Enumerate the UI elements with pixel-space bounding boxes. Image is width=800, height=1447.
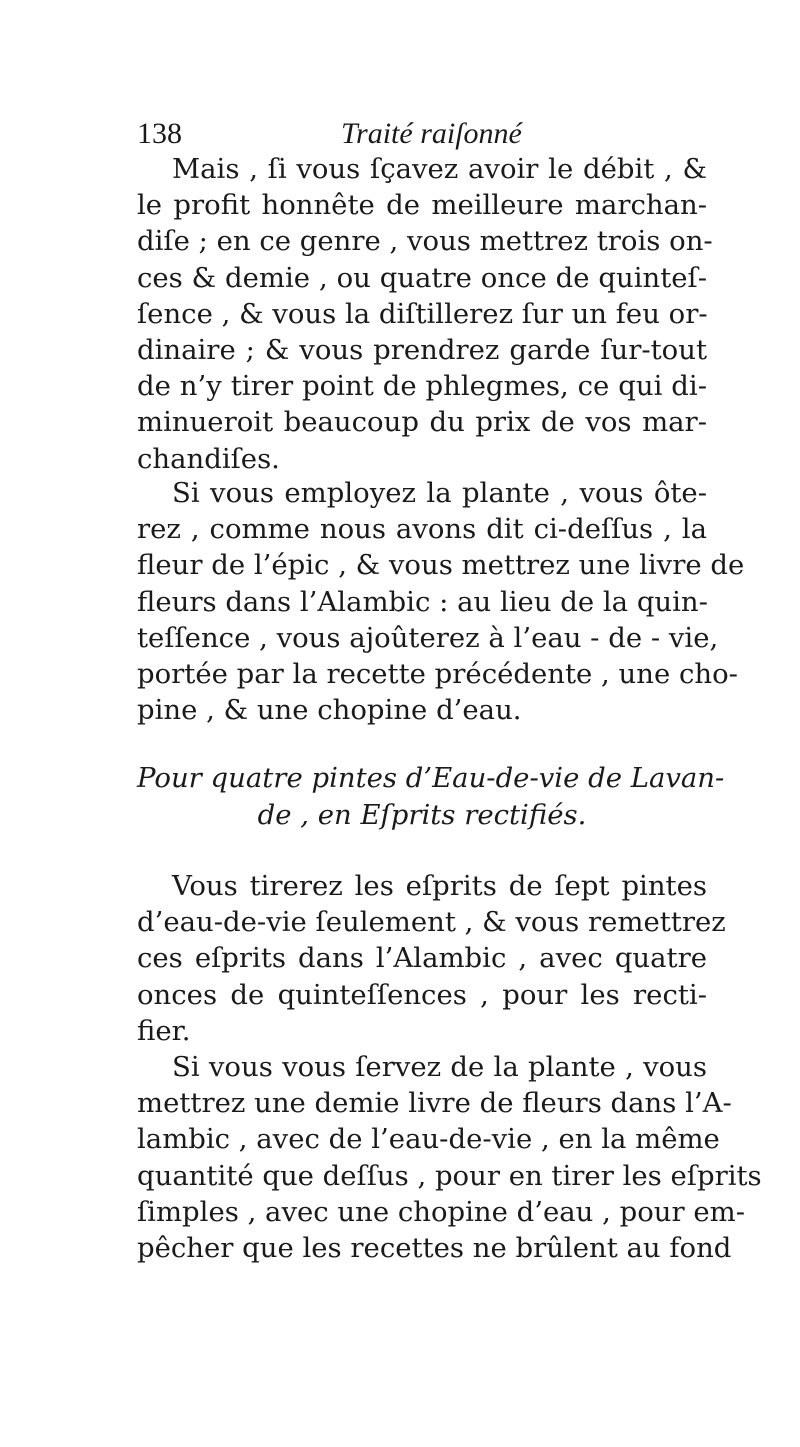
text-line: Vous tirerez les eſprits de ſept pintes — [172, 870, 707, 902]
paragraph-3 — [137, 868, 726, 1049]
paragraph-1 — [137, 151, 713, 477]
text-line: onces de quinteſſences , pour les recti- — [137, 978, 707, 1011]
text-line: pine , & une chopine d’eau. — [137, 694, 522, 727]
text-line: mettrez une demie livre de fleurs dans l’A- — [137, 1087, 732, 1120]
text-line: Si vous employez la plante , vous ôte- — [172, 477, 707, 509]
paragraph-2 — [137, 475, 745, 728]
text-line: Si vous vous ſervez de la plante , vous — [172, 1051, 707, 1083]
text-line: minueroit beaucoup du prix de vos mar- — [137, 406, 707, 439]
text-line: d’eau-de-vie ſeulement , & vous remettrez — [137, 906, 726, 939]
text-line: le profit honnête de meilleure marchan- — [137, 189, 707, 222]
text-line: Mais , ſi vous ſçavez avoir le débit , & — [172, 153, 707, 185]
heading-line: de , en Eſprits rectifiés. — [257, 799, 587, 831]
text-line: ces & demie , ou quatre once de quinteſ- — [137, 261, 707, 294]
text-line: pêcher que les recettes ne brûlent au fond — [137, 1231, 732, 1264]
text-line: teſſence , vous ajoûterez à l’eau - de - vie, — [137, 621, 719, 654]
text-line: dinaire ; & vous prendrez garde ſur-tout — [137, 333, 707, 366]
text-line: ces eſprits dans l’Alambic , avec quatre — [137, 942, 707, 975]
text-line: diſe ; en ce genre , vous mettrez trois on- — [137, 225, 713, 258]
text-line: lambic , avec de l’eau-de-vie , en la même — [137, 1123, 720, 1156]
text-line: chandiſes. — [137, 442, 280, 475]
text-line: ſimples , avec une chopine d’eau , pour em- — [137, 1195, 745, 1228]
text-line: quantité que deſſus , pour en tirer les eſprits — [137, 1159, 762, 1192]
text-line: portée par la recette précédente , une cho- — [137, 657, 738, 690]
section-heading — [137, 760, 725, 834]
page-number: 138 — [137, 117, 182, 150]
paragraph-4 — [137, 1049, 762, 1266]
running-title: Traité raiſonné — [341, 117, 522, 150]
text-line: ſence , & vous la diſtillerez ſur un feu or- — [137, 297, 708, 330]
text-line: fleurs dans l’Alambic : au lieu de la quin- — [137, 585, 708, 618]
text-line: rez , comme nous avons dit ci-deſſus , la — [137, 513, 707, 546]
text-line: fier. — [137, 1014, 191, 1047]
text-line: fleur de l’épic , & vous mettrez une livre de — [137, 549, 745, 582]
heading-line: Pour quatre pintes d’Eau-de-vie de Lavan- — [137, 762, 725, 794]
text-line: de n’y tirer point de phlegmes, ce qui di- — [137, 370, 707, 403]
